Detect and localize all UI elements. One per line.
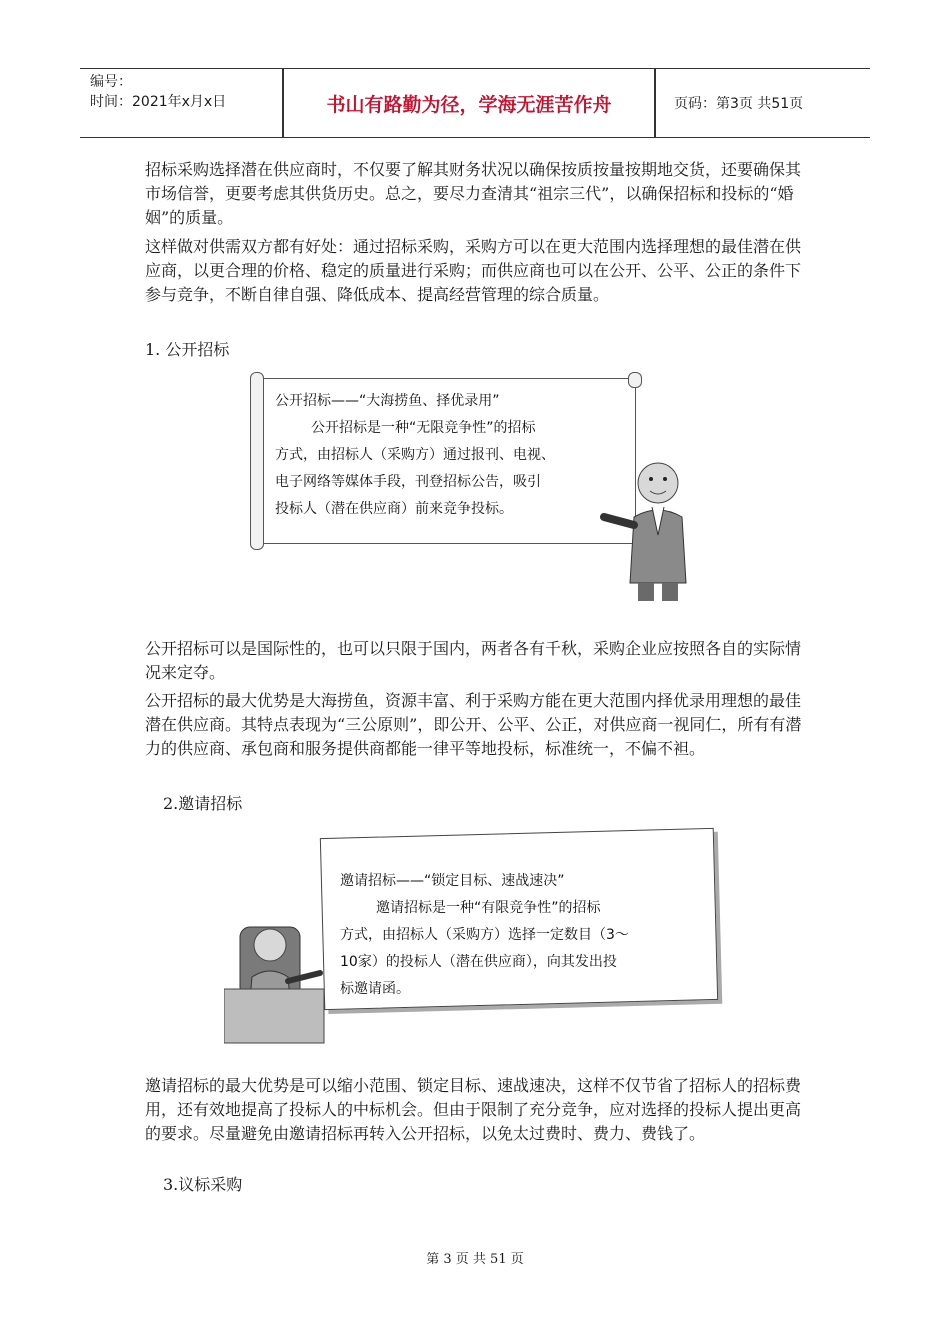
header-motto: 书山有路勤为径，学海无涯苦作舟	[326, 93, 612, 116]
section-heading-3: 3.议标采购	[163, 1175, 243, 1194]
illustration2-line: 方式，由招标人（采购方）选择一定数目（3～	[340, 927, 629, 943]
page-footer: 第 3 页 共 51 页	[426, 1252, 524, 1267]
illustration2-line: 10家）的投标人（潜在供应商），向其发出投	[340, 954, 617, 970]
illustration2-line: 邀请招标是一种“有限竞争性”的招标	[376, 900, 601, 916]
page-header	[80, 68, 870, 138]
header-number-label: 编号：	[90, 74, 132, 90]
header-divider	[654, 69, 656, 137]
illustration2-text	[340, 868, 629, 1003]
paragraph-4: 公开招标的最大优势是大海捞鱼，资源丰富、利于采购方能在更大范围内择优录用理想的最佳潜在供应商。其特点表现为“三公原则”，即公开、公平、公正，对供应商一视同仁，所有有潜力的供应商、承包商和服务提供商都能一律平等地投标，标准统一，不偏不袒。	[145, 691, 802, 758]
paragraph-2: 这样做对供需双方都有好处：通过招标采购，采购方可以在更大范围内选择理想的最佳潜在供应商，以更合理的价格、稳定的质量进行采购；而供应商也可以在公开、公平、公正的条件下参与竞争，不断自律自强、降低成本、提高经营管理的综合质量。	[145, 237, 802, 304]
scroll-roll-left	[250, 372, 264, 550]
illustration1-line: 投标人（潜在供应商）前来竞争投标。	[275, 501, 513, 517]
businessman-standing-icon	[596, 455, 706, 605]
header-page-label	[664, 69, 870, 137]
section-heading-2: 2.邀请招标	[163, 794, 243, 813]
paragraph-3: 公开招标可以是国际性的，也可以只限于国内，两者各有千秋，采购企业应按照各自的实际情况来定夺。	[145, 639, 802, 682]
paragraph-1: 招标采购选择潜在供应商时，不仅要了解其财务状况以确保按质按量按期地交货，还要确保其市场信誉，更要考虑其供货历史。总之，要尽力查清其“祖宗三代”，以确保招标和投标的“婚姻”的质量。	[145, 160, 802, 227]
illustration1-text	[275, 388, 555, 523]
illustration1-line: 公开招标是一种“无限竞争性”的招标	[311, 420, 536, 436]
illustration1-title: 公开招标——“大海捞鱼、择优录用”	[275, 393, 500, 409]
paragraph-5: 邀请招标的最大优势是可以缩小范围、锁定目标、速战速决，这样不仅节省了招标人的招标费用，还有效地提高了投标人的中标机会。但由于限制了充分竞争，应对选择的投标人提出更高的要求。尽量避免由邀请招标再转入公开招标，以免太过费时、费力、费钱了。	[145, 1076, 802, 1143]
scroll-roll-right	[628, 372, 642, 388]
header-meta	[80, 69, 282, 137]
illustration2-title: 邀请招标——“锁定目标、速战速决”	[340, 873, 565, 889]
illustration1-line: 方式，由招标人（采购方）通过报刊、电视、	[275, 447, 555, 463]
illustration2-line: 标邀请函。	[340, 981, 410, 997]
illustration1-line: 电子网络等媒体手段，刊登招标公告，吸引	[275, 474, 541, 490]
section-heading-1: 1. 公开招标	[145, 340, 230, 359]
header-date: 时间：2021年x月x日	[90, 94, 227, 110]
businessman-seated-icon	[224, 915, 344, 1045]
header-page-text: 页码：第3页 共51页	[674, 96, 804, 112]
